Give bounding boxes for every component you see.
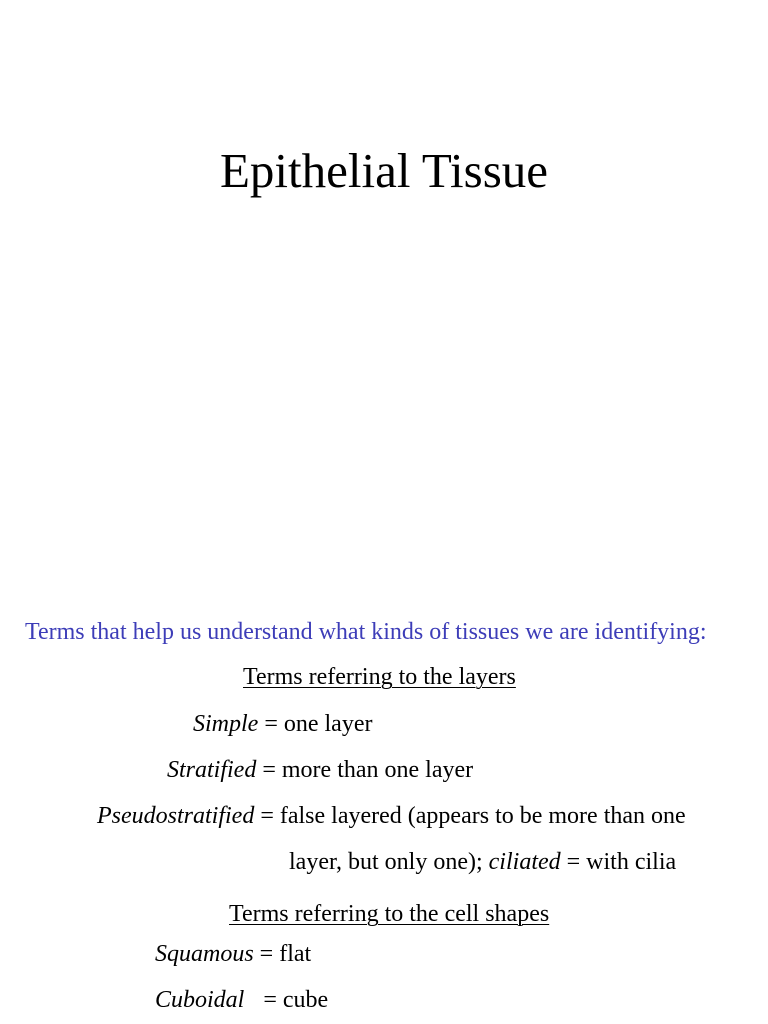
term-stratified-name: Stratified bbox=[167, 757, 257, 783]
term-stratified-definition: = more than one layer bbox=[256, 757, 474, 783]
pseudostratified-continuation-text: layer, but only one); bbox=[289, 849, 489, 875]
term-pseudostratified bbox=[97, 800, 686, 832]
term-pseudostratified-name: Pseudostratified bbox=[97, 803, 255, 829]
term-squamous-definition: = flat bbox=[253, 941, 312, 967]
layers-heading: Terms referring to the layers bbox=[243, 664, 516, 690]
term-cuboidal bbox=[155, 984, 328, 1016]
term-cuboidal-name: Cuboidal bbox=[155, 987, 245, 1013]
term-pseudostratified-continuation bbox=[289, 846, 676, 878]
term-squamous bbox=[155, 938, 311, 970]
term-simple-name: Simple bbox=[193, 711, 259, 737]
term-simple bbox=[193, 708, 372, 740]
intro-text: Terms that help us understand what kinds of tissues we are identifying: bbox=[25, 619, 707, 645]
term-ciliated-definition: = with cilia bbox=[560, 849, 677, 875]
term-pseudostratified-definition: = false layered (appears to be more than one bbox=[254, 803, 686, 829]
term-ciliated-name: ciliated bbox=[488, 849, 561, 875]
term-squamous-name: Squamous bbox=[155, 941, 254, 967]
term-cuboidal-definition: = cube bbox=[263, 987, 329, 1013]
page-title: Epithelial Tissue bbox=[219, 143, 549, 198]
term-simple-definition: = one layer bbox=[258, 711, 373, 737]
term-stratified bbox=[167, 754, 473, 786]
shapes-heading: Terms referring to the cell shapes bbox=[229, 901, 550, 927]
